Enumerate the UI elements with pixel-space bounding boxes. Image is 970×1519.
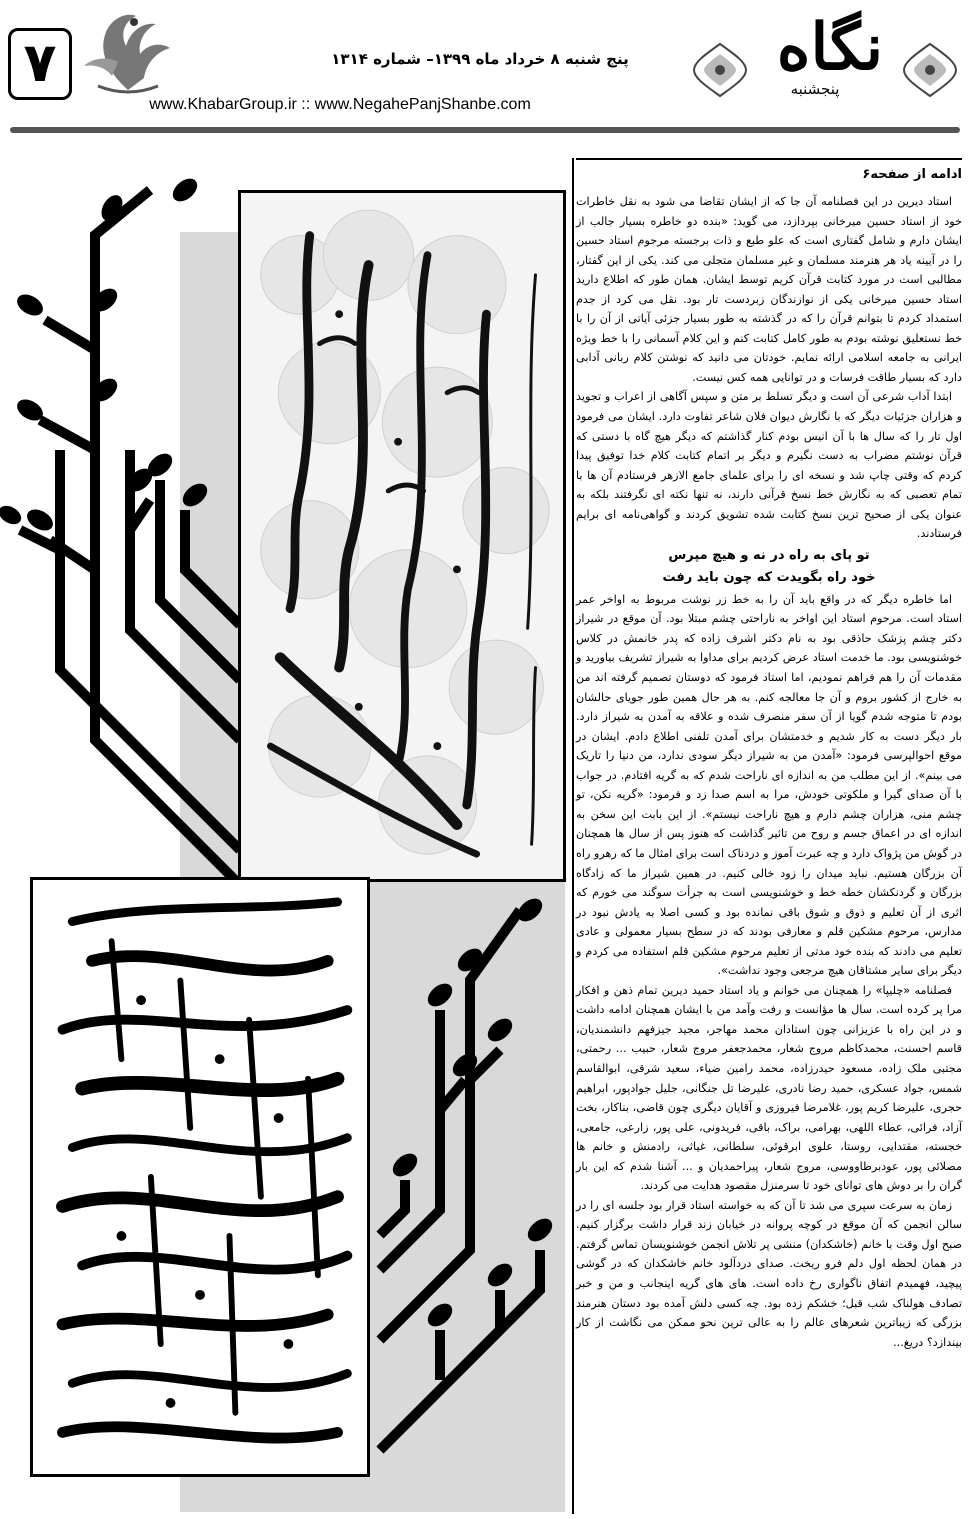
verse-line: خود راه بگویدت که چون باید رفت (662, 569, 876, 585)
header-divider (10, 127, 960, 133)
phoenix-emblem-icon (78, 2, 178, 98)
siah-mashq-calligraphy-icon (33, 880, 367, 1474)
masthead (0, 0, 970, 138)
article-paragraph: اما خاطره دیگر که در واقع باید آن را به خط زر نوشت مربوط به اواخر عمر استاد است. مرحوم استاد این اواخر به ناراحتی چشم مبتلا بود. آن موقع در شیراز دکتر چشم پزشک حاذقی بود به نام دکتر اشرف زاده که پدر خانمش در کلاس خوشنویسی بود. ما خدمت استاد عرض کردیم برای مداوا به شیراز تشریف بیاورید و مقدمات آن را هم فراهم نمودیم، اما استاد فرمود که دوستان تصمیم گرفته اند من به خارج از کشور بروم و آن جا معالجه کنم. به هر حال همین طور جویای حالشان بودم تا متوجه شدم گویا از آن سفر منصرف شده و علاقه به آمدن به شیراز دارد. بار دیگر دست به کار شدیم و خدمتشان برای آمدن تلفنی اطلاع دادم. ایشان در موقع احوالپرسی فرمود: «آمدن من به شیراز دیگر سودی ندارد، من دنیا را تاریک می بینم». از این مطلب من به اندازه ای ناراحت شدم که به گریه افتادم. در جواب با آن صدای گیرا و ملکوتی خودش، مرا به اسم صدا زد و فرمود: «گریه نکن، تو چشم منی، هزاران چشم دارم و هیچ ناراحت نیستم». از این بابت این سخن به اندازه ای در اعماق جسم و روح من تاثیر گذاشت که هنوز پس از سال ها همچنان در گوش من پژواک دارد و چه عبرت آموز و دردناک است برای امثال ما که رهرو راه آن بزرگان هستیم. نباید میدان را زود خالی کنیم. در همین شیراز ما که زادگاه بزرگان و گردنکشان خطه خط و خوشنویسی است به جرأت سوگند می خورم که اثری از آن تعلیم و ذوق و شوق باقی نمانده بود و کسی اصلا به یادش نبود در مدارس، مرحوم مشکین قلم و معارفی بودند که در سطح بسیار معمولی و عادی تعلیم می دادند که بنده خود مدتی از تعلیم مرحوم مشکین قلم استفاده می کردم و دیگر برای سایر مشتاقان هیچ مرجعی وجود نداشت». (576, 592, 962, 978)
article-paragraph: استاد دیرین در این فصلنامه آن جا که از ایشان تقاضا می شود به نقل خاطرات خود از استاد حسین میرخانی بپردازد، می گوید: «بنده دو خاطره بسیار جالب از ایشان دارم و شامل گفتاری است که علو طبع و ذات برجسته مرحوم استاد حسین را در آیینه یاد هر هنرمند مسلمان و غیر مسلمان متجلی می کند. یکی از این گفتار، مطالبی است در مورد کتابت قرآن کریم توسط ایشان. همان طور که اطلاع دارید استاد حسین میرخانی یکی از نوازندگان زبردست تار بود. نقل می کرد از جدم استمداد کردم تا بتوانم قرآن را که در گذشته به طور بسیار جزئی آیاتی از آن را با خط نستعلیق نوشته بودم به طور کامل کتابت کنم و این کلام آسمانی را با خط ویژه ایرانی به جامعه اسلامی ارائه نمایم. خودتان می دانید که نوشتن کلام ربانی آدابی دارد که بسیار طاقت فرسات و در توانایی همه کس نیست. (576, 195, 962, 384)
issue-date-number: پنج شنبه ۸ خرداد ماه ۱۳۹۹– شماره ۱۳۱۴ (331, 50, 629, 68)
continued-from-label: ادامه از صفحه۶ (576, 158, 962, 192)
calligraphy-artwork-top (238, 190, 566, 882)
left-ornament-icon (690, 40, 750, 100)
logo-title: نگاه (776, 10, 884, 85)
article-paragraph: فصلنامه «چلیپا» را همچنان می خوانم و یاد استاد حمید دیرین تمام ذهن و افکار مرا پر کرده است. سال ها مؤانست و رفت وآمد من با ایشان همچنان ادامه داشت و در این راه با عزیزانی چون استادان محمد مهاجر، مجید جیزفهم دانشمندیان، قاسم احسنت، محمدکاظم مروج شعار، محمدجعفر مروج شعار، حبیب ... رحمتی، مجتبی ملک زاده، مسعود حیدرزاده، محمد رامین ضیاء، سعید شرقی، ابوالقاسم شمس، جواد عسکری، حمید رضا نادری، علیرضا تل جنگانی، جلیل جوادپور، ابراهیم حجری، علیرضا کریم پور، غلامرضا فیروزی و آقایان دیگری چون قاضی، بناکار، بخت آزاد، فرائی، عطاء اللهی، بهرامی، براک، باقی، فریدونی، علی پور، زارعی، جامعی، خجسته، مقتدایی، روستا، علوی ابرقوئی، سلطانی، غیاثی، رادمنش و خانم ها مصلائی پور، عودبرطاووسی، مروج شعار، پیراحمدیان و ... آشنا شدم که این بار گران را بر دوش های توانای خود تا سرمنزل مقصود هدایت می کردند. (576, 983, 962, 1193)
logo-subtitle: پنجشنبه (790, 80, 840, 98)
verse-line: تو پای به راه در نه و هیچ مپرس (668, 547, 870, 563)
website-urls[interactable]: www.KhabarGroup.ir :: www.NegahePanjShanbe.com (149, 96, 531, 113)
column-divider (572, 158, 574, 1514)
article-paragraph: زمان به سرعت سپری می شد تا آن که به خواسته استاد قرار بود جلسه ای را در سالن انجمن که آن موقع در کوچه پروانه در خیابان زند قرار داشت برگزار کنیم. صبح اول وقت با خانم (خاشکدان) منشی پر تلاش انجمن خوشنویسان تماس گرفتم. در همان لحظه اول دلم فرو ریخت. صدای دردآلود خانم خاشکدان که در گوشی پیچید، فهمیدم اتفاق ناگواری رخ داده است. های های گریه اینجانب و من و خبر تصادف هولناک شب قبل؛ خشکم زده بود. چه کسی دلش آمده بود دستان هنرمند بزرگی که زیباترین شعرهای عالم را به عالی ترین نحو ممکن می نگاشت از کار بیندازد؟ دریغ... (576, 1198, 962, 1349)
page-number: ۷ (8, 28, 72, 100)
nastaliq-calligraphy-icon (241, 193, 563, 879)
right-ornament-icon (900, 40, 960, 100)
calligraphy-artwork-bottom (30, 877, 370, 1477)
article-body (576, 158, 962, 1514)
article-paragraph: ابتدا آداب شرعی آن است و دیگر تسلط بر متن و سپس آگاهی از اعراب و تجوید و هزاران جزئیات دیگر که با نگارش دیوان فلان شاعر تفاوت دارد. ایشان می فرمود اول تار را که سال ها با آن انیس بودم کنار گذاشتم که دیگر هیچ گاه با دستی که قرآن نوشتم مضراب به دست نگیرم و دیگر بر اتمام کتابت کلام خدا توفیق پیدا کردم که وقتی چاپ شد و نسخه ای را برای علمای جامع الازهر فرستادم آن ها با تمام تعصبی که به نگارش خط نسخ قرآنی دارند، نه تنها نکته ای نگرفتند بلکه به عنوان یکی از صحیح ترین نسخ کتابت شده تشویق کردند و گواهی‌نامه ای برایم فرستادند. (576, 390, 962, 541)
newspaper-logo (690, 0, 960, 126)
